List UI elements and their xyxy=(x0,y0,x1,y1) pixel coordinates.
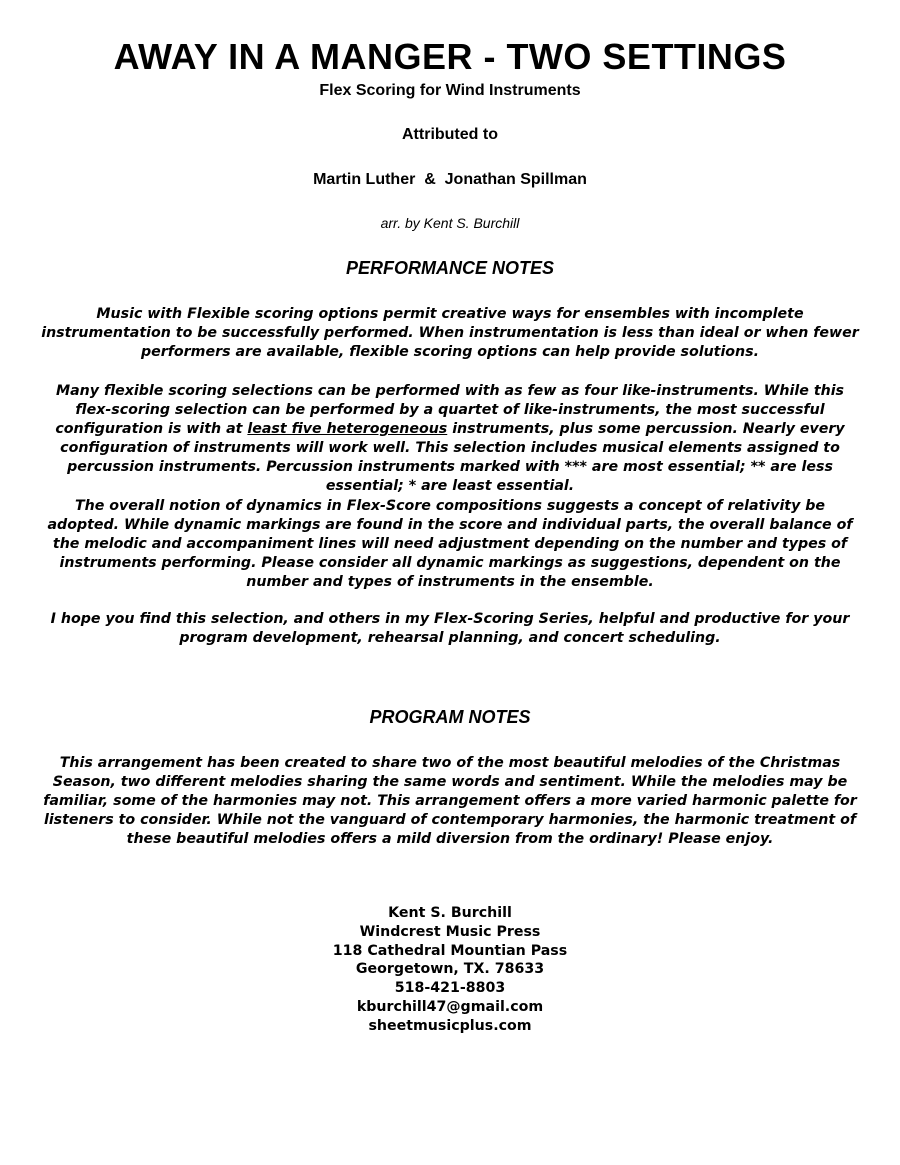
contact-website[interactable]: sheetmusicplus.com xyxy=(368,1017,532,1034)
contact-block xyxy=(0,904,900,1036)
contact-city: Georgetown, TX. 78633 xyxy=(355,961,545,978)
underlined-emphasis: least five heterogeneous xyxy=(247,421,448,437)
composers: Martin Luther & Jonathan Spillman xyxy=(313,171,587,188)
subtitle: Flex Scoring for Wind Instruments xyxy=(319,82,581,99)
contact-name: Kent S. Burchill xyxy=(388,905,512,921)
program-notes-paragraph: This arrangement has been created to share two of the most beautiful melodies of the Christmas Season, two different melodies sharing the same words and sentiment. While the melodies may be familiar, some of the harmonies may not. This arrangement offers a more varied harmonic palette for listeners to consider. While not the vanguard of contemporary harmonies, the harmonic treatment of these beautiful melodies offers a mild diversion from the ordinary! Please enjoy. xyxy=(43,755,857,847)
arranger: arr. by Kent S. Burchill xyxy=(380,215,520,231)
page-title: AWAY IN A MANGER - TWO SETTINGS xyxy=(113,36,787,77)
performance-paragraph-4: I hope you find this selection, and others in my Flex-Scoring Series, helpful and productive for your program development, rehearsal planning, and concert scheduling. xyxy=(50,611,850,646)
contact-street: 118 Cathedral Mountian Pass xyxy=(332,942,568,959)
performance-paragraph-1: Music with Flexible scoring options permit creative ways for ensembles with incomplete instrumentation to be successfully performed. When instrumentation is less than ideal or when fewer performers are available, flexible scoring options can help provide solutions. xyxy=(41,306,859,360)
contact-email[interactable]: kburchill47@gmail.com xyxy=(356,998,544,1015)
performance-paragraph-2 xyxy=(40,382,860,496)
program-notes-heading: PROGRAM NOTES xyxy=(369,707,531,727)
performance-notes-heading: PERFORMANCE NOTES xyxy=(345,258,554,278)
performance-paragraph-3: The overall notion of dynamics in Flex-Score compositions suggests a concept of relativity be adopted. While dynamic markings are found in the score and individual parts, the overall balance of the melodic and accompaniment lines will need adjustment depending on the number and types of instruments performing. Please consider all dynamic markings as suggestions, dependent on the number and types of instruments in the ensemble. xyxy=(47,498,853,590)
attribution-label: Attributed to xyxy=(402,126,498,143)
contact-phone: 518-421-8803 xyxy=(394,980,506,997)
paragraph-2-text-start: Many flexible scoring selections can be performed with as few as four like-instruments. While this flex-scoring selection can be performed by a quartet of like-instruments, the most successful configuration is with at xyxy=(55,383,845,437)
paragraph-2-text-end: instruments, plus some percussion. Nearly every configuration of instruments will work well. This selection includes musical elements assigned to percussion instruments. Percussion instruments marked with *** are most essential; ** are less essential; * are least essential. xyxy=(60,421,845,494)
contact-publisher: Windcrest Music Press xyxy=(359,923,541,940)
